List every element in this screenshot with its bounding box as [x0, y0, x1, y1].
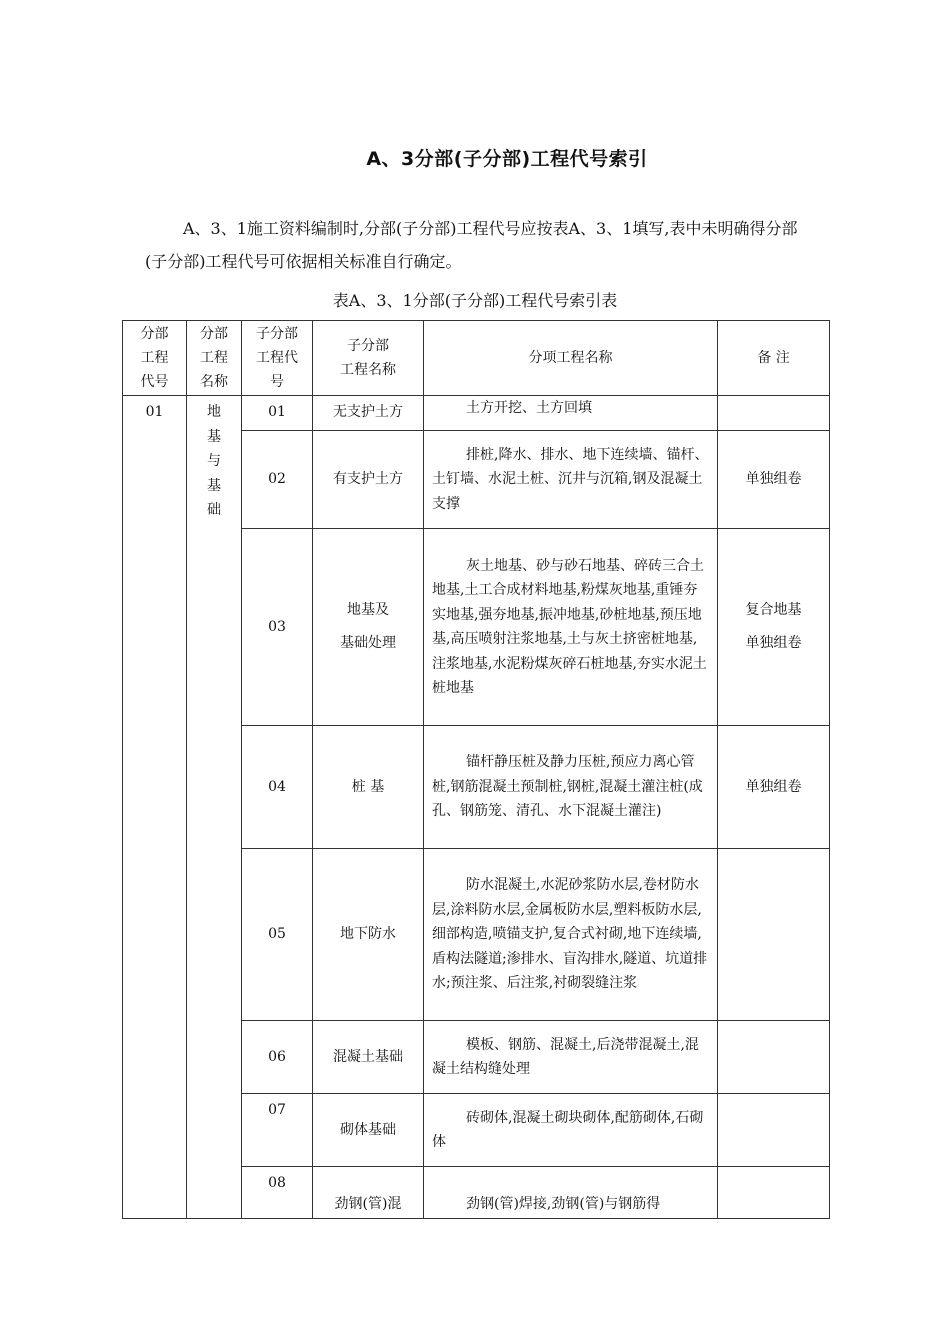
remark — [718, 1021, 830, 1094]
division-name-cell: 地 基 与 基 础 — [187, 396, 242, 1219]
subdivision-code: 02 — [242, 431, 313, 529]
item-names: 灰土地基、砂与砂石地基、碎砖三合土地基,土工合成材料地基,粉煤灰地基,重锤夯实地基,强夯地基,振冲地基,砂桩地基,预压地基,高压喷射注浆地基,土与灰土挤密桩地基,注浆地基,水泥粉煤灰碎石桩地基,夯实水泥土桩地基 — [424, 529, 718, 726]
table-header-row — [123, 321, 830, 396]
header-item-names: 分项工程名称 — [424, 321, 718, 396]
item-names: 劲钢(管)焊接,劲钢(管)与钢筋得 — [424, 1167, 718, 1219]
header-division-name: 分部 工程 名称 — [187, 321, 242, 396]
item-names: 锚杆静压桩及静力压桩,预应力离心管桩,钢筋混凝土预制桩,钢桩,混凝土灌注桩(成孔、钢筋笼、清孔、水下混凝土灌注) — [424, 726, 718, 849]
division-code-cell: 01 — [123, 396, 187, 1219]
remark — [718, 1167, 830, 1219]
subdivision-code: 08 — [242, 1167, 313, 1219]
remark: 单独组卷 — [718, 431, 830, 529]
header-division-code: 分部 工程 代号 — [123, 321, 187, 396]
remark: 复合地基 单独组卷 — [718, 529, 830, 726]
subdivision-code: 05 — [242, 849, 313, 1021]
item-names: 土方开挖、土方回填 — [424, 396, 718, 431]
subdivision-code: 03 — [242, 529, 313, 726]
item-names: 砖砌体,混凝土砌块砌体,配筋砌体,石砌体 — [424, 1094, 718, 1167]
subdivision-name: 地下防水 — [313, 849, 424, 1021]
header-subdivision-code: 子分部 工程代 号 — [242, 321, 313, 396]
division-index-table — [122, 320, 830, 1219]
remark: 单独组卷 — [718, 726, 830, 849]
remark — [718, 1094, 830, 1167]
subdivision-name: 有支护土方 — [313, 431, 424, 529]
subdivision-name: 砌体基础 — [313, 1094, 424, 1167]
subdivision-name: 桩 基 — [313, 726, 424, 849]
subdivision-name: 无支护土方 — [313, 396, 424, 431]
header-subdivision-name: 子分部 工程名称 — [313, 321, 424, 396]
subdivision-name: 地基及 基础处理 — [313, 529, 424, 726]
subdivision-name: 混凝土基础 — [313, 1021, 424, 1094]
subdivision-name: 劲钢(管)混 — [313, 1167, 424, 1219]
item-names: 模板、钢筋、混凝土,后浇带混凝土,混凝土结构缝处理 — [424, 1021, 718, 1094]
item-names: 防水混凝土,水泥砂浆防水层,卷材防水层,涂料防水层,金属板防水层,塑料板防水层,细部构造,喷锚支护,复合式衬砌,地下连续墙,盾构法隧道;渗排水、盲沟排水,隧道、坑道排水;预注浆、后注浆,衬砌裂缝注浆 — [424, 849, 718, 1021]
header-remarks: 备 注 — [718, 321, 830, 396]
remark — [718, 396, 830, 431]
page-title: A、3分部(子分部)工程代号索引 — [366, 148, 648, 170]
table-caption: 表A、3、1分部(子分部)工程代号索引表 — [332, 291, 618, 310]
intro-paragraph: A、3、1施工资料编制时,分部(子分部)工程代号应按表A、3、1填写,表中未明确得分部(子分部)工程代号可依据相关标准自行确定。 — [145, 219, 798, 271]
subdivision-code: 04 — [242, 726, 313, 849]
subdivision-code: 06 — [242, 1021, 313, 1094]
subdivision-code: 01 — [242, 396, 313, 431]
table-row — [123, 396, 830, 431]
remark — [718, 849, 830, 1021]
item-names: 排桩,降水、排水、地下连续墙、锚杆、土钉墙、水泥土桩、沉井与沉箱,钢及混凝土支撑 — [424, 431, 718, 529]
subdivision-code: 07 — [242, 1094, 313, 1167]
